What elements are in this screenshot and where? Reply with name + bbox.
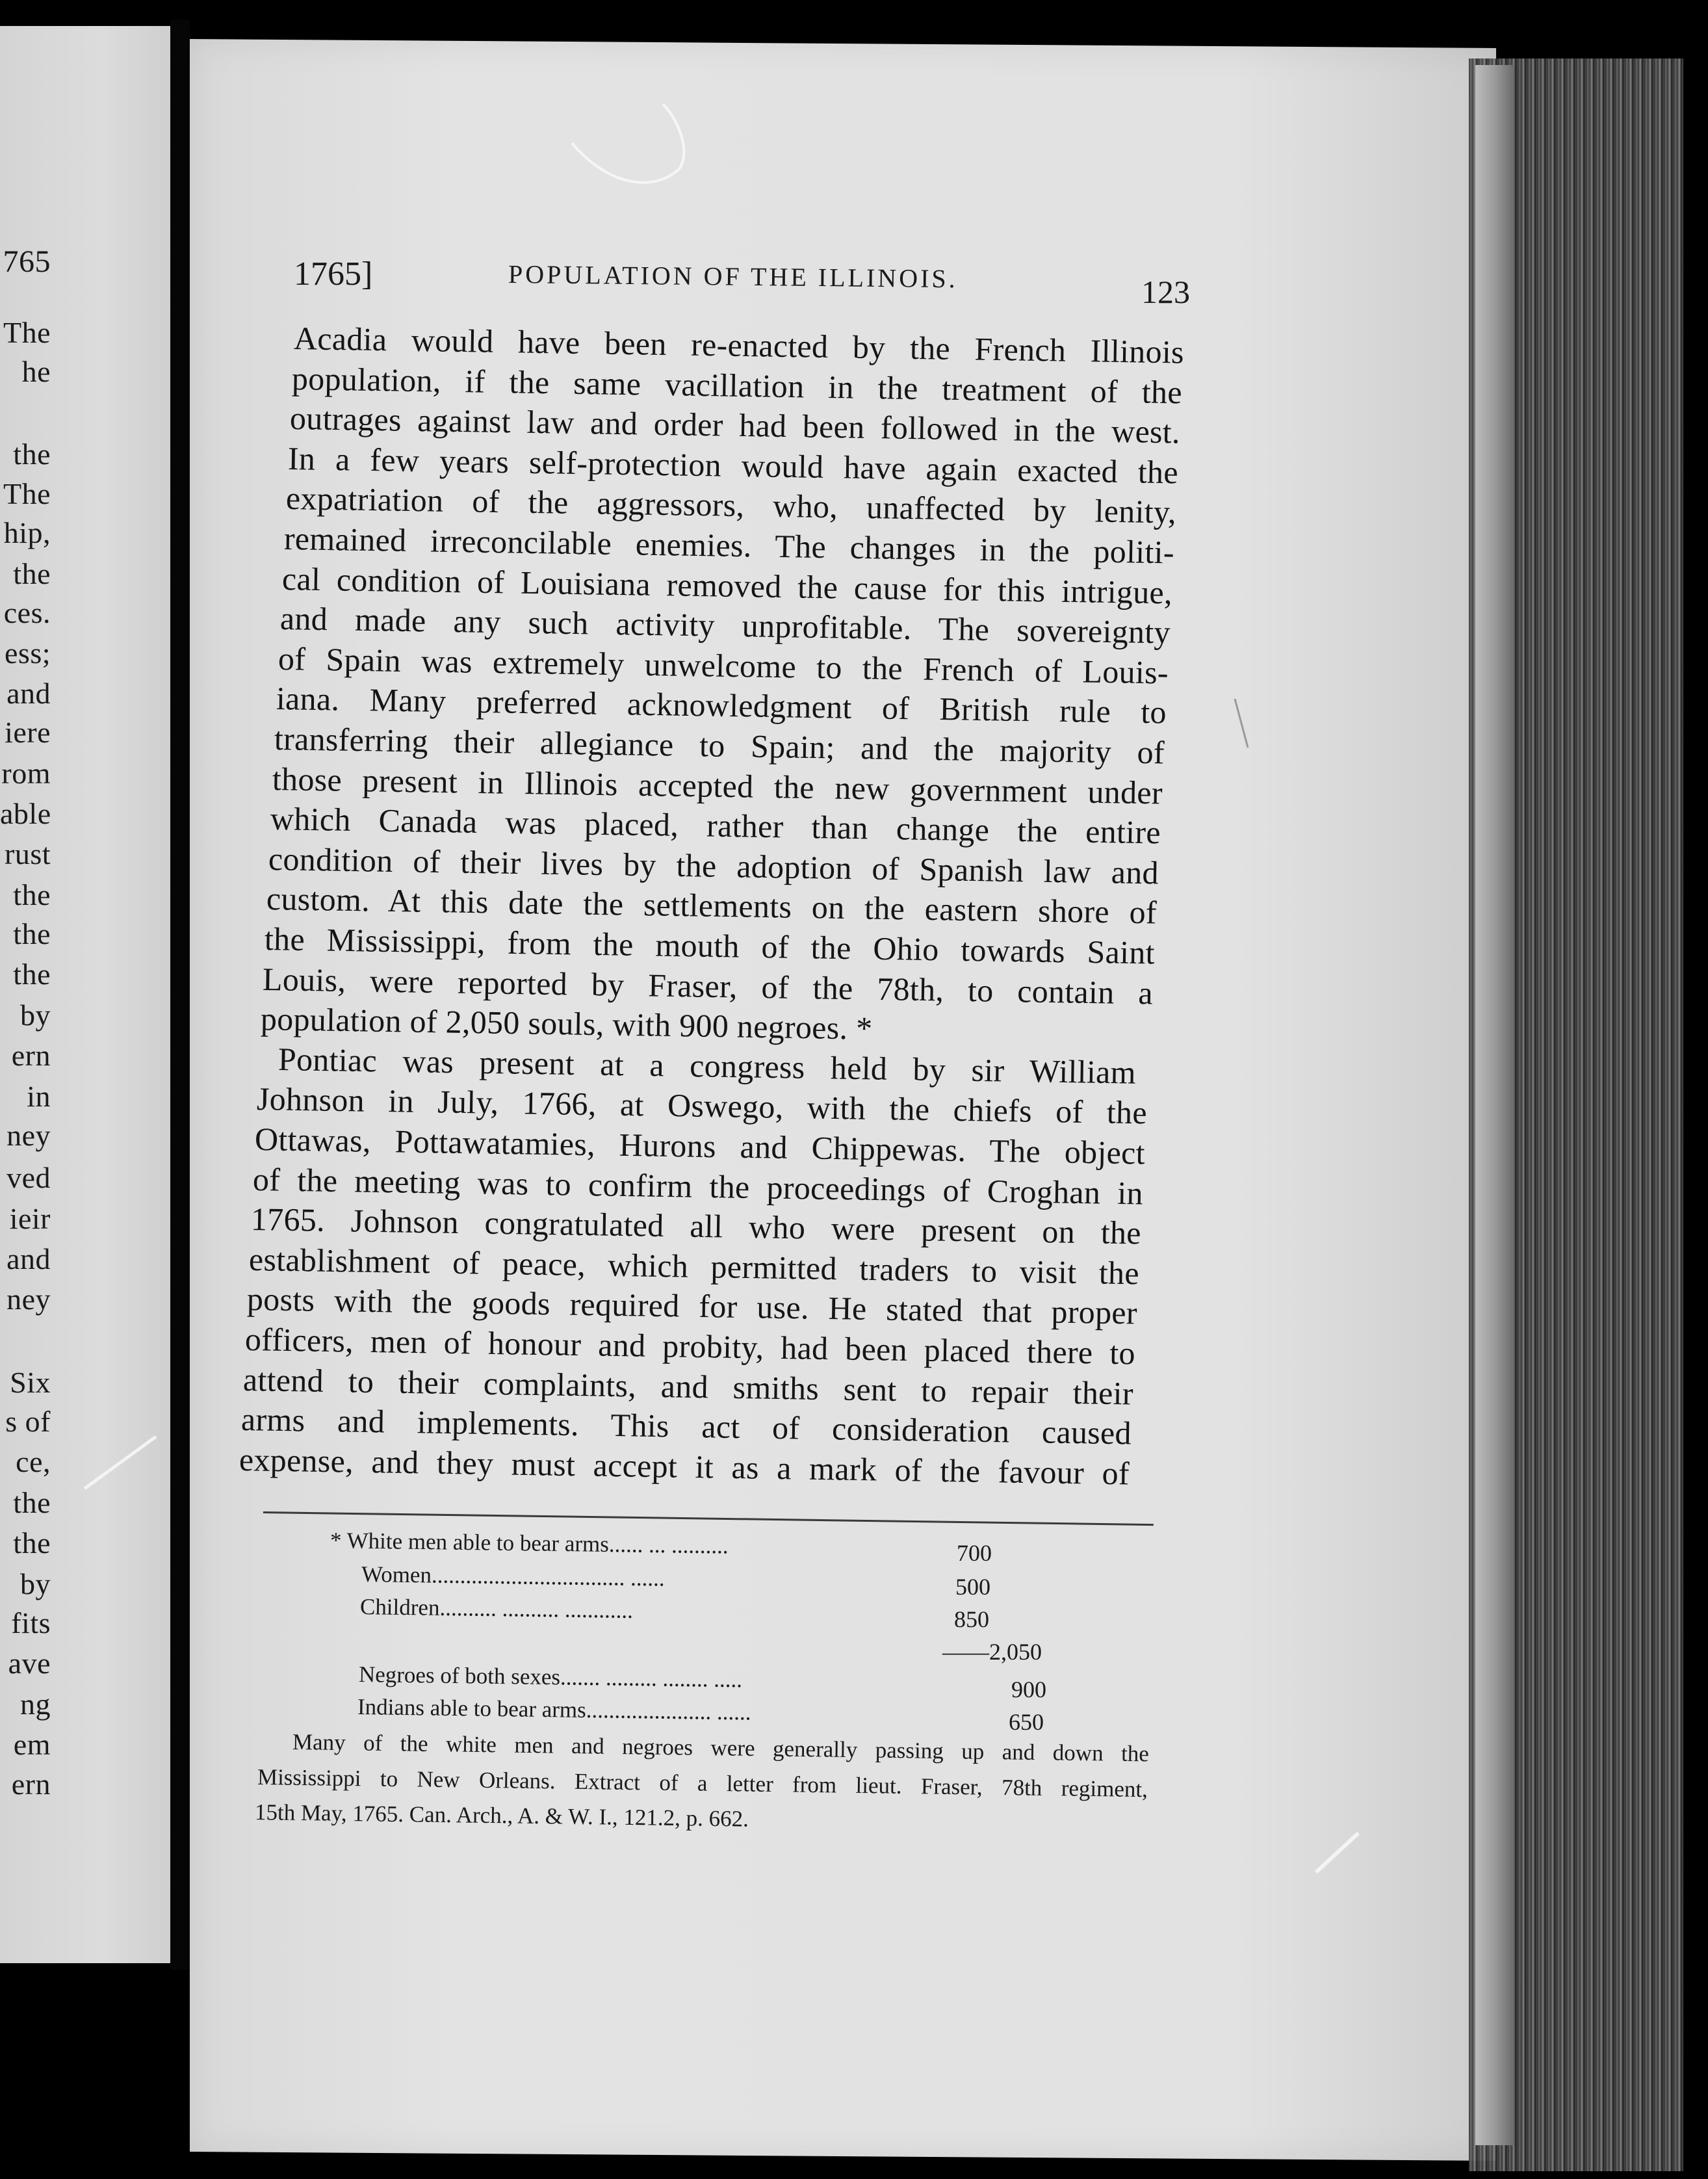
body-line: the Mississippi, from the mouth of the Ohio towards Saint xyxy=(264,920,1156,971)
body-line: arms and implements. This act of consideration caused xyxy=(240,1401,1132,1452)
previous-page-line: ces. xyxy=(3,596,51,629)
previous-page-line: the xyxy=(13,878,51,911)
previous-page-line: by xyxy=(20,1567,51,1600)
footnote-note-line: 15th May, 1765. Can. Arch., A. & W. I., 121.2, p. 662. xyxy=(254,1799,749,1832)
body-line: 1765. Johnson congratulated all who were present on the xyxy=(250,1201,1142,1251)
previous-page-line: the xyxy=(13,1526,51,1559)
body-line: officers, men of honour and probity, had been placed there to xyxy=(244,1321,1136,1372)
footnote-row-negroes xyxy=(359,1662,743,1693)
previous-page-line: rom xyxy=(1,757,51,790)
body-line: Louis, were reported by Fraser, of the 78th, to contain a xyxy=(262,960,1154,1011)
previous-page-line: ern xyxy=(11,1039,51,1072)
previous-page-line: em xyxy=(13,1728,51,1761)
body-line: In a few years self-protection would have again exacted the xyxy=(287,439,1179,491)
previous-page-line: The xyxy=(3,316,51,349)
body-line: expatriation of the aggressors, who, unaffected by lenity, xyxy=(285,480,1177,530)
previous-page-line: he xyxy=(21,355,51,388)
body-line: and made any such activity unprofitable. The sovereignty xyxy=(279,600,1171,651)
footnote-note-line: Many of the white men and negroes were generally passing up and down the xyxy=(292,1729,1150,1767)
previous-page-line: ess; xyxy=(5,636,51,670)
footnote-rule xyxy=(263,1511,1154,1526)
running-head-title: POPULATION OF THE ILLINOIS. xyxy=(508,259,958,294)
footnote-row-indians xyxy=(357,1694,751,1725)
body-line: cal condition of Louisiana removed the cause for this intrigue, xyxy=(281,560,1173,611)
body-line: those present in Illinois accepted the new government under xyxy=(272,760,1163,811)
body-line: population of 2,050 souls, with 900 negroes. * xyxy=(260,1000,873,1047)
previous-page-line: hip, xyxy=(3,516,51,549)
footnote-row-label: * White men able to bear arms...... ... .......... xyxy=(330,1528,729,1559)
body-line: expense, and they must accept it as a mark of the favour of xyxy=(239,1441,1130,1492)
previous-page-line: ng xyxy=(20,1688,51,1721)
footnote-value-children: 850 xyxy=(954,1606,989,1632)
previous-page-line: in xyxy=(27,1080,51,1113)
body-line: condition of their lives by the adoption of Spanish law and xyxy=(268,840,1159,891)
body-line: which Canada was placed, rather than change the entire xyxy=(270,800,1161,851)
body-line: Ottawas, Pottawatamies, Hurons and Chippewas. The object xyxy=(254,1121,1146,1171)
previous-page-line: the xyxy=(13,437,51,471)
body-line: custom. At this date the settlements on the eastern shore of xyxy=(266,880,1158,931)
previous-page-line: rust xyxy=(5,837,51,870)
footnote-value-indians: 650 xyxy=(1009,1709,1044,1735)
body-line: attend to their complaints, and smiths sent to repair their xyxy=(242,1361,1134,1412)
body-line: iana. Many preferred acknowledgment of British rule to xyxy=(276,680,1167,731)
previous-page-line: fits xyxy=(11,1606,51,1639)
body-line: Pontiac was present at a congress held by sir William xyxy=(278,1040,1137,1091)
previous-page-line: the xyxy=(13,958,51,991)
body-line: posts with the goods required for use. He stated that proper xyxy=(246,1281,1138,1331)
page-number: 123 xyxy=(1141,274,1190,310)
body-line: transferring their allegiance to Spain; and the majority of xyxy=(274,720,1165,771)
previous-page-line: the xyxy=(13,1486,51,1519)
footnote-row-label: Indians able to bear arms...................... ...... xyxy=(357,1694,751,1725)
previous-page-line: and xyxy=(6,677,51,710)
footnote-row-children xyxy=(360,1594,634,1624)
previous-page-line: The xyxy=(3,477,51,510)
body-line: of Spain was extremely unwelcome to the French of Louis- xyxy=(278,640,1169,691)
body-line: remained irreconcilable enemies. The changes in the politi- xyxy=(283,520,1175,571)
body-line: Acadia would have been re-enacted by the French Illinois xyxy=(293,320,1185,371)
body-line: Johnson in July, 1766, at Oswego, with the chiefs of the xyxy=(256,1080,1148,1131)
footnote-value-women: 500 xyxy=(955,1574,990,1600)
previous-page-line: ern xyxy=(11,1768,51,1801)
previous-page-line: iere xyxy=(5,716,51,749)
previous-page-line: and xyxy=(6,1242,51,1275)
previous-page-line: ieir xyxy=(9,1202,51,1235)
previous-page-line: ce, xyxy=(16,1445,51,1478)
previous-page-line: s of xyxy=(5,1405,51,1438)
body-line: outrages against law and order had been followed in the west. xyxy=(289,400,1181,450)
previous-page-line: the xyxy=(13,557,51,590)
previous-page-line: the xyxy=(13,917,51,950)
footnote-value-negroes: 900 xyxy=(1011,1677,1046,1703)
footnote-note-line: Mississippi to New Orleans. Extract of a letter from lieut. Fraser, 78th regiment, xyxy=(257,1764,1148,1803)
footnote-row-label: Women.................................. ...... xyxy=(361,1561,665,1591)
footnote-row-label: Children.......... .......... ............ xyxy=(359,1594,634,1623)
footnote-value-white-men: 700 xyxy=(957,1540,992,1566)
body-line: establishment of peace, which permitted traders to visit the xyxy=(248,1240,1140,1292)
previous-page-line: able xyxy=(0,797,51,830)
footnote-row-women xyxy=(361,1561,665,1592)
previous-page-line: ney xyxy=(6,1119,51,1152)
footnote-row-white-men xyxy=(330,1528,729,1559)
previous-page-line: ney xyxy=(6,1283,51,1316)
body-line: of the meeting was to confirm the proceedings of Croghan in xyxy=(252,1160,1144,1212)
previous-page-line: ave xyxy=(8,1647,51,1680)
footnote-subtotal: ——2,050 xyxy=(942,1639,1042,1665)
previous-page-line: ved xyxy=(6,1161,51,1194)
footnote-row-label: Negroes of both sexes....... ......... ........ ..... xyxy=(358,1662,743,1693)
running-head-year: 1765] xyxy=(294,255,373,293)
previous-page-line: 765 xyxy=(3,244,51,279)
previous-page-line: Six xyxy=(10,1366,51,1399)
previous-page-line: by xyxy=(20,998,51,1032)
body-line: population, if the same vacillation in the treatment of the xyxy=(291,359,1183,411)
